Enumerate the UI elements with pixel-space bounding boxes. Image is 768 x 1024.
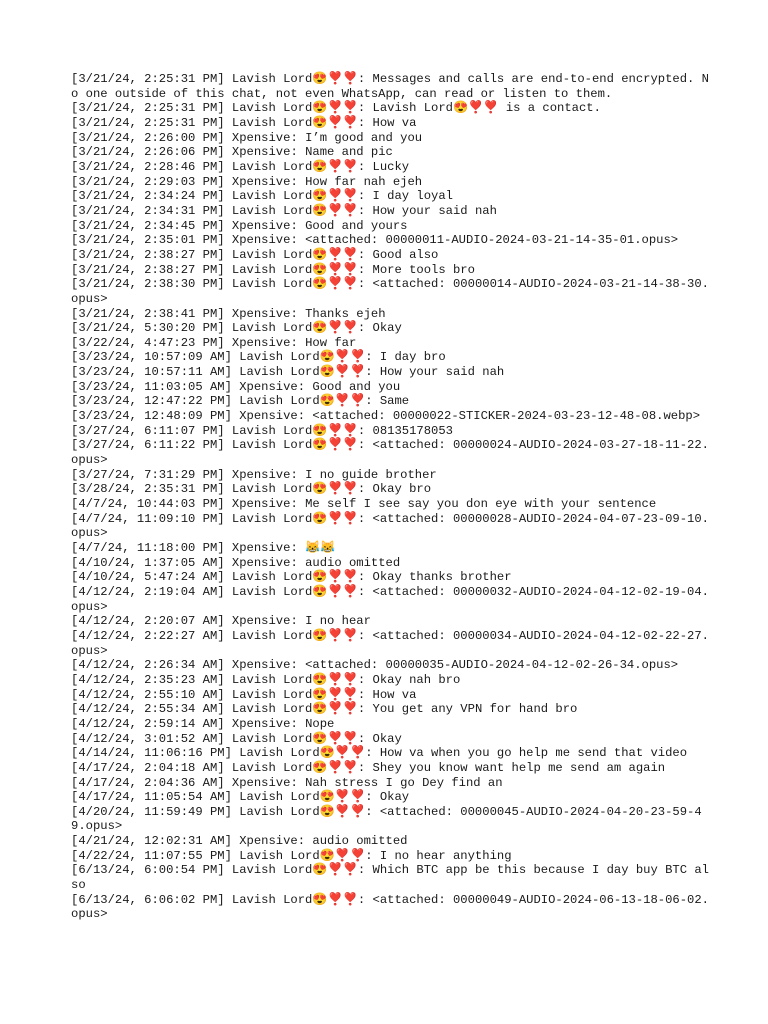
message-text: Messages and calls are end-to-end encrypted. No one outside of this chat, not even WhatsApp, can read or listen to them. [71,72,709,101]
chat-message-line: [4/17/24, 2:04:36 AM] Xpensive: Nah stress I go Dey find an [71,775,503,790]
chat-message-line: [3/21/24, 2:26:00 PM] Xpensive: I’m good and you [71,130,423,145]
message-sender: Lavish Lord😍❣️❣️ [231,570,358,585]
message-timestamp: [4/21/24, 12:02:31 AM] [71,834,232,849]
message-timestamp: [3/21/24, 2:38:27 PM] [71,247,225,262]
message-sender: Lavish Lord😍❣️❣️ [239,848,366,863]
message-text: <attached: 00000011-AUDIO-2024-03-21-14-35-01.opus> [305,233,679,248]
message-sender: Xpensive [231,130,291,145]
message-text: audio omitted [305,555,401,570]
message-text: <attached: 00000032-AUDIO-2024-04-12-02-19-04.opus> [71,584,709,614]
chat-message-line: [3/21/24, 2:38:30 PM] Lavish Lord😍❣️❣️: <attached: 00000014-AUDIO-2024-03-21-14-38-30.opus> [71,277,709,306]
message-timestamp: [4/12/24, 2:55:34 AM] [71,702,225,717]
message-text: How far nah ejeh [305,174,423,189]
chat-message-line: [3/21/24, 2:34:31 PM] Lavish Lord😍❣️❣️: How your said nah [71,203,497,218]
message-timestamp: [3/28/24, 2:35:31 PM] [71,482,225,497]
message-sender: Xpensive [231,555,291,570]
message-sender: Lavish Lord😍❣️❣️ [231,203,358,218]
message-text: Thanks ejeh [305,306,386,321]
message-text: How va [372,115,417,130]
chat-message-line: [3/21/24, 2:26:06 PM] Xpensive: Name and pic [71,145,393,160]
message-text: How va when you go help me send that video [379,746,688,761]
chat-message-line: [4/12/24, 2:26:34 AM] Xpensive: <attached: 00000035-AUDIO-2024-04-12-02-26-34.opus> [71,658,679,673]
chat-message-line: [4/14/24, 11:06:16 PM] Lavish Lord😍❣️❣️: How va when you go help me send that video [71,746,688,761]
chat-message-line: [4/21/24, 12:02:31 AM] Xpensive: audio omitted [71,834,408,849]
message-text: audio omitted [312,834,408,849]
message-sender: Xpensive [231,614,291,629]
message-sender: Lavish Lord😍❣️❣️ [231,262,358,277]
chat-message-line: [3/21/24, 2:29:03 PM] Xpensive: How far nah ejeh [71,174,423,189]
chat-message-line: [4/17/24, 11:05:54 AM] Lavish Lord😍❣️❣️: Okay [71,790,410,805]
message-sender: Lavish Lord😍❣️❣️ [231,628,358,643]
message-sender: Lavish Lord😍❣️❣️ [239,804,366,819]
message-text: I day loyal [372,189,453,204]
message-sender: Xpensive [231,541,291,555]
message-timestamp: [4/10/24, 1:37:05 AM] [71,555,225,570]
message-sender: Lavish Lord😍❣️❣️ [231,584,358,599]
message-text: Okay thanks brother [372,570,512,585]
message-text: You get any VPN for hand bro [372,702,578,717]
message-sender: Xpensive [231,716,291,731]
message-text: I’m good and you [305,130,423,145]
message-timestamp: [4/7/24, 11:09:10 PM] [71,511,225,526]
message-sender: Lavish Lord😍❣️❣️ [231,482,358,497]
message-sender: Xpensive [231,775,291,790]
message-sender: Lavish Lord😍❣️❣️ [231,438,358,453]
message-text: Okay [379,790,410,805]
message-sender: Lavish Lord😍❣️❣️ [231,892,358,907]
message-text: Which BTC app be this because I day buy BTC also [71,863,709,893]
message-timestamp: [4/7/24, 11:18:00 PM] [71,541,225,555]
message-sender: Lavish Lord😍❣️❣️ [231,159,358,174]
chat-message-line: [3/21/24, 2:34:24 PM] Lavish Lord😍❣️❣️: I day loyal [71,189,453,204]
message-timestamp: [3/21/24, 2:35:01 PM] [71,233,225,248]
message-text: Okay bro [372,482,432,497]
chat-message-line: [3/27/24, 6:11:07 PM] Lavish Lord😍❣️❣️: 08135178053 [71,423,453,438]
message-timestamp: [4/12/24, 2:59:14 AM] [71,716,225,731]
message-timestamp: [4/12/24, 2:26:34 AM] [71,658,225,673]
message-text: Nope [305,716,335,731]
chat-message-line: [4/12/24, 2:55:34 AM] Lavish Lord😍❣️❣️: You get any VPN for hand bro [71,702,578,717]
message-sender: Xpensive [231,335,291,350]
chat-message-line: [3/21/24, 2:35:01 PM] Xpensive: <attached: 00000011-AUDIO-2024-03-21-14-35-01.opus> [71,233,679,248]
chat-message-line: [4/22/24, 11:07:55 PM] Lavish Lord😍❣️❣️: I no hear anything [71,848,512,863]
message-timestamp: [3/21/24, 5:30:20 PM] [71,321,225,336]
chat-message-line: [4/12/24, 2:20:07 AM] Xpensive: I no hear [71,614,371,629]
message-timestamp: [3/21/24, 2:25:31 PM] [71,72,225,86]
chat-message-line: [3/21/24, 2:25:31 PM] Lavish Lord😍❣️❣️: Lavish Lord😍❣️❣️ is a contact. [71,101,601,116]
message-sender: Lavish Lord😍❣️❣️ [231,731,358,746]
message-text: Same [379,394,410,409]
chat-message-line: [3/21/24, 2:38:41 PM] Xpensive: Thanks ejeh [71,306,386,321]
message-sender: Lavish Lord😍❣️❣️ [239,350,366,365]
chat-message-line: [3/23/24, 10:57:11 AM] Lavish Lord😍❣️❣️: How your said nah [71,365,505,380]
message-text: Nah stress I go Dey find an [305,775,503,790]
message-sender: Xpensive [231,467,291,482]
message-sender: Lavish Lord😍❣️❣️ [239,746,366,761]
message-sender: Lavish Lord😍❣️❣️ [239,790,366,805]
chat-message-line: [4/12/24, 2:55:10 AM] Lavish Lord😍❣️❣️: How va [71,687,417,702]
message-sender: Lavish Lord😍❣️❣️ [231,189,358,204]
chat-message-line: [3/21/24, 2:38:27 PM] Lavish Lord😍❣️❣️: Good also [71,247,439,262]
chat-message-line: [3/21/24, 2:28:46 PM] Lavish Lord😍❣️❣️: Lucky [71,159,410,174]
message-text: Okay [372,731,402,746]
message-timestamp: [4/12/24, 2:20:07 AM] [71,614,225,629]
chat-message-line: [3/22/24, 4:47:23 PM] Xpensive: How far [71,335,357,350]
message-sender: Lavish Lord😍❣️❣️ [239,365,366,380]
message-text: How your said nah [379,365,505,380]
message-text: How va [372,687,417,702]
chat-message-line: [3/28/24, 2:35:31 PM] Lavish Lord😍❣️❣️: Okay bro [71,482,432,497]
message-timestamp: [6/13/24, 6:06:02 PM] [71,892,225,907]
message-timestamp: [3/21/24, 2:34:24 PM] [71,189,225,204]
message-sender: Xpensive [231,497,291,512]
message-timestamp: [3/21/24, 2:29:03 PM] [71,174,225,189]
message-timestamp: [3/21/24, 2:28:46 PM] [71,159,225,174]
message-text: I no hear [305,614,371,629]
message-text: I no guide brother [305,467,437,482]
chat-message-line: [4/7/24, 11:09:10 PM] Lavish Lord😍❣️❣️: <attached: 00000028-AUDIO-2024-04-07-23-09-10.opus> [71,511,709,541]
message-timestamp: [4/17/24, 2:04:18 AM] [71,760,225,775]
chat-message-line: [3/23/24, 10:57:09 AM] Lavish Lord😍❣️❣️: I day bro [71,350,446,365]
message-text: More tools bro [372,262,475,277]
chat-message-line: [4/17/24, 2:04:18 AM] Lavish Lord😍❣️❣️: Shey you know want help me send am again [71,760,666,775]
message-text: <attached: 00000022-STICKER-2024-03-23-12-48-08.webp> [312,409,701,424]
message-timestamp: [3/21/24, 2:26:06 PM] [71,145,225,160]
message-text: How far [305,335,357,350]
message-sender: Xpensive [231,658,291,673]
message-text: I day bro [379,350,446,365]
message-text: 😹😹 [305,541,336,555]
message-sender: Xpensive [239,834,298,849]
chat-message-line: [3/27/24, 6:11:22 PM] Lavish Lord😍❣️❣️: <attached: 00000024-AUDIO-2024-03-27-18-11-22.opus> [71,438,709,468]
message-text: Okay nah bro [372,672,461,687]
message-sender: Lavish Lord😍❣️❣️ [231,423,358,438]
message-timestamp: [3/23/24, 12:48:09 PM] [71,409,232,424]
chat-message-line: [4/12/24, 2:19:04 AM] Lavish Lord😍❣️❣️: <attached: 00000032-AUDIO-2024-04-12-02-19-04.opus> [71,584,709,614]
message-timestamp: [4/22/24, 11:07:55 PM] [71,848,232,863]
message-timestamp: [3/23/24, 11:03:05 AM] [71,379,232,394]
message-timestamp: [4/17/24, 2:04:36 AM] [71,775,225,790]
chat-message-line: [3/23/24, 11:03:05 AM] Xpensive: Good and you [71,379,401,394]
chat-message-line: [6/13/24, 6:00:54 PM] Lavish Lord😍❣️❣️: Which BTC app be this because I day buy BTC also [71,863,709,893]
chat-message-line: [3/21/24, 2:34:45 PM] Xpensive: Good and yours [71,218,408,233]
message-timestamp: [4/20/24, 11:59:49 PM] [71,804,232,819]
chat-message-line: [4/12/24, 3:01:52 AM] Lavish Lord😍❣️❣️: Okay [71,731,402,746]
message-timestamp: [4/12/24, 3:01:52 AM] [71,731,225,746]
message-sender: Lavish Lord😍❣️❣️ [231,760,358,775]
message-timestamp: [3/21/24, 2:25:31 PM] [71,115,225,130]
chat-message-line: [3/23/24, 12:47:22 PM] Lavish Lord😍❣️❣️: Same [71,394,410,409]
message-sender: Xpensive [239,379,298,394]
message-text: Good and you [312,379,401,394]
message-sender: Lavish Lord😍❣️❣️ [231,277,358,292]
message-timestamp: [4/10/24, 5:47:24 AM] [71,570,225,585]
message-timestamp: [3/27/24, 6:11:22 PM] [71,438,225,453]
message-timestamp: [3/21/24, 2:26:00 PM] [71,130,225,145]
message-text: Name and pic [305,145,393,160]
chat-export-document [71,72,711,922]
message-text: <attached: 00000014-AUDIO-2024-03-21-14-38-30.opus> [71,277,709,306]
chat-message-line: [4/10/24, 5:47:24 AM] Lavish Lord😍❣️❣️: Okay thanks brother [71,570,512,585]
chat-message-line: [6/13/24, 6:06:02 PM] Lavish Lord😍❣️❣️: <attached: 00000049-AUDIO-2024-06-13-18-06-02.opus> [71,892,709,922]
message-sender: Lavish Lord😍❣️❣️ [231,101,358,116]
chat-message-line: [4/12/24, 2:59:14 AM] Xpensive: Nope [71,716,335,731]
chat-message-line: [3/21/24, 2:25:31 PM] Lavish Lord😍❣️❣️: How va [71,115,417,130]
message-sender: Xpensive [231,233,291,248]
message-sender: Lavish Lord😍❣️❣️ [231,321,358,336]
message-sender: Xpensive [239,409,298,424]
message-timestamp: [3/23/24, 12:47:22 PM] [71,394,232,409]
message-sender: Lavish Lord😍❣️❣️ [231,247,358,262]
message-timestamp: [3/27/24, 6:11:07 PM] [71,423,225,438]
chat-message-line: [3/21/24, 2:25:31 PM] Lavish Lord😍❣️❣️: Messages and calls are end-to-end encrypted. No one outside of this chat, not even WhatsApp, can read or listen to them. [71,72,709,101]
message-timestamp: [3/22/24, 4:47:23 PM] [71,335,225,350]
message-timestamp: [4/12/24, 2:19:04 AM] [71,584,225,599]
chat-message-line: [4/7/24, 11:18:00 PM] Xpensive: 😹😹 [71,541,336,555]
message-text: <attached: 00000028-AUDIO-2024-04-07-23-09-10.opus> [71,511,709,541]
message-timestamp: [3/21/24, 2:38:41 PM] [71,306,225,321]
message-text: Shey you know want help me send am again [372,760,666,775]
message-text: Lavish Lord😍❣️❣️ is a contact. [372,101,601,116]
message-timestamp: [3/21/24, 2:25:31 PM] [71,101,225,116]
message-timestamp: [3/23/24, 10:57:09 AM] [71,350,232,365]
message-text: Okay [372,321,402,336]
message-sender: Lavish Lord😍❣️❣️ [231,672,358,687]
message-text: How your said nah [372,203,497,218]
message-timestamp: [3/23/24, 10:57:11 AM] [71,365,232,380]
chat-message-line: [4/10/24, 1:37:05 AM] Xpensive: audio omitted [71,555,401,570]
message-sender: Lavish Lord😍❣️❣️ [231,687,358,702]
message-timestamp: [4/12/24, 2:22:27 AM] [71,628,225,643]
message-sender: Lavish Lord😍❣️❣️ [239,394,366,409]
message-timestamp: [3/27/24, 7:31:29 PM] [71,467,225,482]
chat-message-line: [3/21/24, 2:38:27 PM] Lavish Lord😍❣️❣️: More tools bro [71,262,475,277]
message-sender: Lavish Lord😍❣️❣️ [231,72,358,86]
message-sender: Lavish Lord😍❣️❣️ [231,702,358,717]
message-sender: Lavish Lord😍❣️❣️ [231,511,358,526]
message-text: Good and yours [305,218,408,233]
message-timestamp: [4/14/24, 11:06:16 PM] [71,746,232,761]
chat-message-line: [4/7/24, 10:44:03 PM] Xpensive: Me self I see say you don eye with your sentence [71,497,657,512]
message-text: <attached: 00000034-AUDIO-2024-04-12-02-22-27.opus> [71,628,709,658]
message-text: Me self I see say you don eye with your sentence [305,497,657,512]
message-timestamp: [4/17/24, 11:05:54 AM] [71,790,232,805]
message-timestamp: [4/12/24, 2:35:23 AM] [71,672,225,687]
message-sender: Xpensive [231,218,291,233]
message-text: <attached: 00000035-AUDIO-2024-04-12-02-26-34.opus> [305,658,679,673]
message-timestamp: [4/12/24, 2:55:10 AM] [71,687,225,702]
message-text: Lucky [372,159,410,174]
message-text: <attached: 00000024-AUDIO-2024-03-27-18-11-22.opus> [71,438,709,468]
message-timestamp: [3/21/24, 2:38:30 PM] [71,277,225,292]
message-text: 08135178053 [372,423,453,438]
message-text: <attached: 00000049-AUDIO-2024-06-13-18-06-02.opus> [71,892,709,922]
chat-message-line: [4/12/24, 2:22:27 AM] Lavish Lord😍❣️❣️: <attached: 00000034-AUDIO-2024-04-12-02-22-27.opus> [71,628,709,658]
message-sender: Xpensive [231,306,291,321]
message-text: Good also [372,247,439,262]
message-timestamp: [6/13/24, 6:00:54 PM] [71,863,225,878]
chat-message-line: [3/23/24, 12:48:09 PM] Xpensive: <attached: 00000022-STICKER-2024-03-23-12-48-08.webp> [71,409,701,424]
chat-message-line: [4/12/24, 2:35:23 AM] Lavish Lord😍❣️❣️: Okay nah bro [71,672,461,687]
message-sender: Xpensive [231,145,291,160]
message-sender: Lavish Lord😍❣️❣️ [231,863,358,878]
chat-message-line: [4/20/24, 11:59:49 PM] Lavish Lord😍❣️❣️: <attached: 00000045-AUDIO-2024-04-20-23-59-49.opus> [71,804,702,834]
message-timestamp: [3/21/24, 2:34:31 PM] [71,203,225,218]
message-timestamp: [3/21/24, 2:34:45 PM] [71,218,225,233]
chat-message-line: [3/27/24, 7:31:29 PM] Xpensive: I no guide brother [71,467,437,482]
message-timestamp: [4/7/24, 10:44:03 PM] [71,497,225,512]
message-text: I no hear anything [379,848,512,863]
message-timestamp: [3/21/24, 2:38:27 PM] [71,262,225,277]
message-text: <attached: 00000045-AUDIO-2024-04-20-23-59-49.opus> [71,804,702,834]
message-sender: Xpensive [231,174,291,189]
chat-message-line: [3/21/24, 5:30:20 PM] Lavish Lord😍❣️❣️: Okay [71,321,402,336]
message-sender: Lavish Lord😍❣️❣️ [231,115,358,130]
